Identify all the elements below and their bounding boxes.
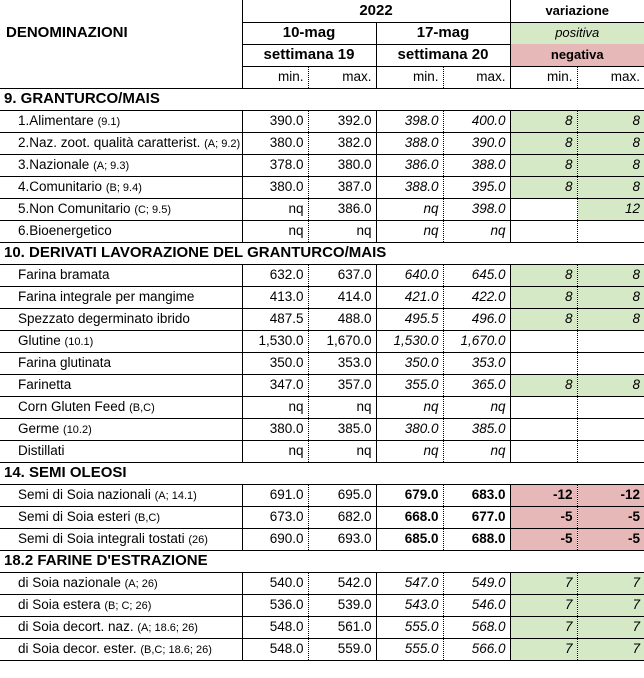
- row-label: [0, 638, 242, 660]
- max-17-mag-cell: 365.0: [443, 374, 510, 396]
- variation-min-cell: -12: [510, 484, 577, 506]
- row-name: Spezzato degerminato ibrido: [18, 310, 190, 326]
- table-row: [0, 440, 644, 462]
- row-name: Corn Gluten Feed: [18, 398, 126, 414]
- variation-max-cell: 8: [577, 286, 644, 308]
- table-row: [0, 594, 644, 616]
- table-row: [0, 154, 644, 176]
- year-header: 2022: [242, 0, 510, 22]
- variation-max-cell: 7: [577, 616, 644, 638]
- min-17-mag-cell: 1,530.0: [376, 330, 443, 352]
- min-10-mag-cell: 540.0: [242, 572, 308, 594]
- max-10-mag-cell: 637.0: [308, 264, 376, 286]
- max-17-mag-cell: 645.0: [443, 264, 510, 286]
- variation-min-cell: [510, 440, 577, 462]
- max-17-mag-cell: 398.0: [443, 198, 510, 220]
- variation-max-cell: -12: [577, 484, 644, 506]
- variation-min-cell: [510, 220, 577, 242]
- min-17-mag-cell: 388.0: [376, 176, 443, 198]
- max-17-mag-cell: 546.0: [443, 594, 510, 616]
- min-17-mag-cell: 640.0: [376, 264, 443, 286]
- max-17-mag-cell: 683.0: [443, 484, 510, 506]
- min-17-mag-cell: 495.5: [376, 308, 443, 330]
- table-row: [0, 264, 644, 286]
- max-17-mag-cell: nq: [443, 440, 510, 462]
- row-note: (A; 9.3): [93, 159, 130, 172]
- min-17-mag-cell: 555.0: [376, 638, 443, 660]
- variation-min-cell: -5: [510, 506, 577, 528]
- min-10-mag-cell: nq: [242, 220, 308, 242]
- week1-header: settimana 19: [242, 44, 376, 66]
- row-name: di Soia nazionale: [18, 574, 121, 590]
- row-label: [0, 132, 242, 154]
- min-17-mag-cell: nq: [376, 396, 443, 418]
- min-10-mag-cell: 380.0: [242, 132, 308, 154]
- table-row: [0, 352, 644, 374]
- max-17-mag-cell: 400.0: [443, 110, 510, 132]
- row-label: [0, 154, 242, 176]
- variation-max-cell: 8: [577, 132, 644, 154]
- max-17-mag-cell: 422.0: [443, 286, 510, 308]
- max-17-mag-cell: 353.0: [443, 352, 510, 374]
- variation-max-cell: 8: [577, 308, 644, 330]
- row-label: [0, 374, 242, 396]
- variation-min-cell: 7: [510, 616, 577, 638]
- positiva-label: positiva: [510, 22, 644, 44]
- min-10-mag-cell: 347.0: [242, 374, 308, 396]
- min-17-mag-cell: 355.0: [376, 374, 443, 396]
- section-title: 14. SEMI OLEOSI: [0, 462, 644, 484]
- min-17-mag-cell: 398.0: [376, 110, 443, 132]
- row-note: (B,C; 18.6; 26): [140, 643, 212, 656]
- max-17-mag-cell: 388.0: [443, 154, 510, 176]
- variation-min-cell: 8: [510, 286, 577, 308]
- variation-max-cell: 8: [577, 110, 644, 132]
- row-name: 2.Naz. zoot. qualità caratterist.: [18, 134, 201, 150]
- min-10-mag-cell: 548.0: [242, 616, 308, 638]
- max-10-mag-cell: 682.0: [308, 506, 376, 528]
- variation-max-cell: [577, 352, 644, 374]
- variation-min-cell: 8: [510, 374, 577, 396]
- min-10-mag-cell: 1,530.0: [242, 330, 308, 352]
- min-10-mag-cell: nq: [242, 396, 308, 418]
- row-note: (B; 9.4): [105, 181, 142, 194]
- min-17-mag-cell: 350.0: [376, 352, 443, 374]
- row-name: di Soia decor. ester.: [18, 640, 137, 656]
- max-17-mag-cell: 496.0: [443, 308, 510, 330]
- row-label: [0, 220, 242, 242]
- row-name: Semi di Soia esteri: [18, 508, 131, 524]
- min-10-mag-cell: 413.0: [242, 286, 308, 308]
- min-10-mag-cell: 673.0: [242, 506, 308, 528]
- min-17-mag-cell: 543.0: [376, 594, 443, 616]
- row-label: [0, 594, 242, 616]
- max-10-mag-cell: 695.0: [308, 484, 376, 506]
- section-row: [0, 88, 644, 110]
- section-row: [0, 462, 644, 484]
- max-10-mag-cell: 357.0: [308, 374, 376, 396]
- min-10-mag-cell: 350.0: [242, 352, 308, 374]
- row-label: [0, 506, 242, 528]
- table-header: [0, 0, 644, 88]
- row-note: (A; 18.6; 26): [137, 621, 198, 634]
- min-17-mag-cell: 388.0: [376, 132, 443, 154]
- variation-min-cell: [510, 418, 577, 440]
- variation-max-cell: [577, 418, 644, 440]
- min-10-mag-cell: 690.0: [242, 528, 308, 550]
- row-label: [0, 330, 242, 352]
- variation-min-cell: 8: [510, 264, 577, 286]
- row-note: (10.2): [63, 423, 92, 436]
- max-17-mag-cell: nq: [443, 220, 510, 242]
- min-10-mag-cell: 536.0: [242, 594, 308, 616]
- max-10-mag-cell: nq: [308, 220, 376, 242]
- row-note: (C; 9.5): [134, 203, 172, 216]
- max-10-mag-cell: 414.0: [308, 286, 376, 308]
- variation-max-cell: -5: [577, 528, 644, 550]
- min-10-mag-cell: nq: [242, 198, 308, 220]
- row-name: 1.Alimentare: [18, 112, 94, 128]
- variation-max-cell: 7: [577, 638, 644, 660]
- variation-max-cell: [577, 440, 644, 462]
- variation-min-cell: 7: [510, 638, 577, 660]
- row-label: [0, 198, 242, 220]
- row-name: Semi di Soia nazionali: [18, 486, 151, 502]
- min-17-mag-cell: nq: [376, 220, 443, 242]
- max-10-mag-cell: 385.0: [308, 418, 376, 440]
- table-row: [0, 286, 644, 308]
- variation-min-cell: 8: [510, 308, 577, 330]
- variation-min-cell: [510, 396, 577, 418]
- min-10-mag-cell: 632.0: [242, 264, 308, 286]
- min-17-mag-cell: 380.0: [376, 418, 443, 440]
- table-row: [0, 528, 644, 550]
- max-17-mag-cell: 568.0: [443, 616, 510, 638]
- max-17-mag-cell: 549.0: [443, 572, 510, 594]
- table-row: [0, 396, 644, 418]
- row-label: [0, 286, 242, 308]
- section-title: 9. GRANTURCO/MAIS: [0, 88, 644, 110]
- row-name: Distillati: [18, 442, 65, 458]
- max-17-mag-cell: nq: [443, 396, 510, 418]
- min-17-mag-cell: 547.0: [376, 572, 443, 594]
- row-label: [0, 616, 242, 638]
- variation-min-cell: 8: [510, 154, 577, 176]
- row-note: (A; 14.1): [154, 489, 197, 502]
- min-17-mag-cell: nq: [376, 440, 443, 462]
- row-note: (B,C): [129, 401, 155, 414]
- max-10-mag-cell: nq: [308, 440, 376, 462]
- max-10-mag-cell: 559.0: [308, 638, 376, 660]
- week2-header: settimana 20: [376, 44, 510, 66]
- min-17-mag-cell: 386.0: [376, 154, 443, 176]
- min-17-mag-cell: 668.0: [376, 506, 443, 528]
- variation-min-cell: [510, 330, 577, 352]
- row-label: [0, 110, 242, 132]
- max-17-mag-cell: 385.0: [443, 418, 510, 440]
- variation-max-cell: 7: [577, 572, 644, 594]
- variation-min-cell: 8: [510, 110, 577, 132]
- row-note: (A; 9.2): [204, 137, 241, 150]
- row-name: Farina glutinata: [18, 354, 112, 370]
- max-10-mag-cell: nq: [308, 396, 376, 418]
- table-row: [0, 572, 644, 594]
- denominazioni-header: DENOMINAZIONI: [0, 0, 242, 66]
- max-10-mag-cell: 561.0: [308, 616, 376, 638]
- table-row: [0, 638, 644, 660]
- table-row: [0, 506, 644, 528]
- min-10-mag-cell: 487.5: [242, 308, 308, 330]
- table-body: [0, 88, 644, 660]
- row-name: 3.Nazionale: [18, 156, 90, 172]
- max-17-mag-cell: 566.0: [443, 638, 510, 660]
- variation-max-cell: [577, 330, 644, 352]
- max-10-mag-cell: 392.0: [308, 110, 376, 132]
- max-10-mag-cell: 693.0: [308, 528, 376, 550]
- row-name: Germe: [18, 420, 60, 436]
- variation-min-cell: 8: [510, 132, 577, 154]
- row-name: di Soia decort. naz.: [18, 618, 134, 634]
- row-note: (B,C): [134, 511, 160, 524]
- row-name: di Soia estera: [18, 596, 101, 612]
- row-name: Farinetta: [18, 376, 72, 392]
- table-row: [0, 418, 644, 440]
- max-10-mag-cell: 488.0: [308, 308, 376, 330]
- min-17-mag-cell: 421.0: [376, 286, 443, 308]
- min-10-mag-cell: 691.0: [242, 484, 308, 506]
- table-row: [0, 330, 644, 352]
- row-label: [0, 418, 242, 440]
- row-name: 5.Non Comunitario: [18, 200, 131, 216]
- max-10-mag-cell: 1,670.0: [308, 330, 376, 352]
- negativa-label: negativa: [510, 44, 644, 66]
- row-label: [0, 484, 242, 506]
- max-17-mag-cell: 1,670.0: [443, 330, 510, 352]
- row-note: (9.1): [97, 115, 121, 128]
- max-10-mag-cell: 542.0: [308, 572, 376, 594]
- variation-max-cell: 12: [577, 198, 644, 220]
- variation-max-cell: 8: [577, 154, 644, 176]
- max-label: max.: [577, 66, 644, 88]
- max-label: max.: [443, 66, 510, 88]
- row-note: (B; C; 26): [104, 599, 152, 612]
- min-17-mag-cell: nq: [376, 198, 443, 220]
- row-note: (A; 26): [124, 577, 158, 590]
- min-10-mag-cell: 380.0: [242, 176, 308, 198]
- variation-max-cell: -5: [577, 506, 644, 528]
- variation-max-cell: 8: [577, 176, 644, 198]
- row-label: [0, 572, 242, 594]
- row-note: (10.1): [64, 335, 94, 348]
- row-name: Farina integrale per mangime: [18, 288, 195, 304]
- row-name: Semi di Soia integrali tostati: [18, 530, 185, 546]
- row-label: [0, 352, 242, 374]
- section-row: [0, 242, 644, 264]
- section-row: [0, 550, 644, 572]
- max-label: max.: [308, 66, 376, 88]
- row-label: [0, 176, 242, 198]
- row-name: 6.Bioenergetico: [18, 222, 112, 238]
- variation-max-cell: 8: [577, 374, 644, 396]
- max-10-mag-cell: 382.0: [308, 132, 376, 154]
- variation-min-cell: [510, 198, 577, 220]
- variation-max-cell: [577, 220, 644, 242]
- row-note: (26): [188, 533, 208, 546]
- row-name: 4.Comunitario: [18, 178, 103, 194]
- variation-max-cell: 8: [577, 264, 644, 286]
- max-17-mag-cell: 390.0: [443, 132, 510, 154]
- min-10-mag-cell: 390.0: [242, 110, 308, 132]
- variation-max-cell: [577, 396, 644, 418]
- table-row: [0, 616, 644, 638]
- variation-min-cell: [510, 352, 577, 374]
- table-row: [0, 308, 644, 330]
- section-title: 18.2 FARINE D'ESTRAZIONE: [0, 550, 644, 572]
- table-row: [0, 110, 644, 132]
- min-label: min.: [510, 66, 577, 88]
- row-label: [0, 440, 242, 462]
- max-10-mag-cell: 387.0: [308, 176, 376, 198]
- row-name: Farina bramata: [18, 266, 110, 282]
- max-17-mag-cell: 688.0: [443, 528, 510, 550]
- min-17-mag-cell: 685.0: [376, 528, 443, 550]
- max-10-mag-cell: 386.0: [308, 198, 376, 220]
- row-label: [0, 308, 242, 330]
- variation-min-cell: -5: [510, 528, 577, 550]
- variation-max-cell: 7: [577, 594, 644, 616]
- row-label: [0, 396, 242, 418]
- min-10-mag-cell: 380.0: [242, 418, 308, 440]
- table-row: [0, 132, 644, 154]
- row-label: [0, 528, 242, 550]
- table-row: [0, 220, 644, 242]
- table-row: [0, 176, 644, 198]
- min-label: min.: [376, 66, 443, 88]
- max-10-mag-cell: 380.0: [308, 154, 376, 176]
- variazione-header: variazione: [510, 0, 644, 22]
- min-10-mag-cell: 548.0: [242, 638, 308, 660]
- min-17-mag-cell: 679.0: [376, 484, 443, 506]
- min-10-mag-cell: nq: [242, 440, 308, 462]
- date1-header: 10-mag: [242, 22, 376, 44]
- variation-min-cell: 7: [510, 594, 577, 616]
- min-label: min.: [242, 66, 308, 88]
- max-17-mag-cell: 677.0: [443, 506, 510, 528]
- max-10-mag-cell: 539.0: [308, 594, 376, 616]
- min-10-mag-cell: 378.0: [242, 154, 308, 176]
- row-label: [0, 264, 242, 286]
- table-row: [0, 484, 644, 506]
- max-17-mag-cell: 395.0: [443, 176, 510, 198]
- min-17-mag-cell: 555.0: [376, 616, 443, 638]
- section-title: 10. DERIVATI LAVORAZIONE DEL GRANTURCO/MAIS: [0, 242, 644, 264]
- variation-min-cell: 8: [510, 176, 577, 198]
- date2-header: 17-mag: [376, 22, 510, 44]
- max-10-mag-cell: 353.0: [308, 352, 376, 374]
- variation-min-cell: 7: [510, 572, 577, 594]
- table-row: [0, 374, 644, 396]
- row-name: Glutine: [18, 332, 61, 348]
- table-row: [0, 198, 644, 220]
